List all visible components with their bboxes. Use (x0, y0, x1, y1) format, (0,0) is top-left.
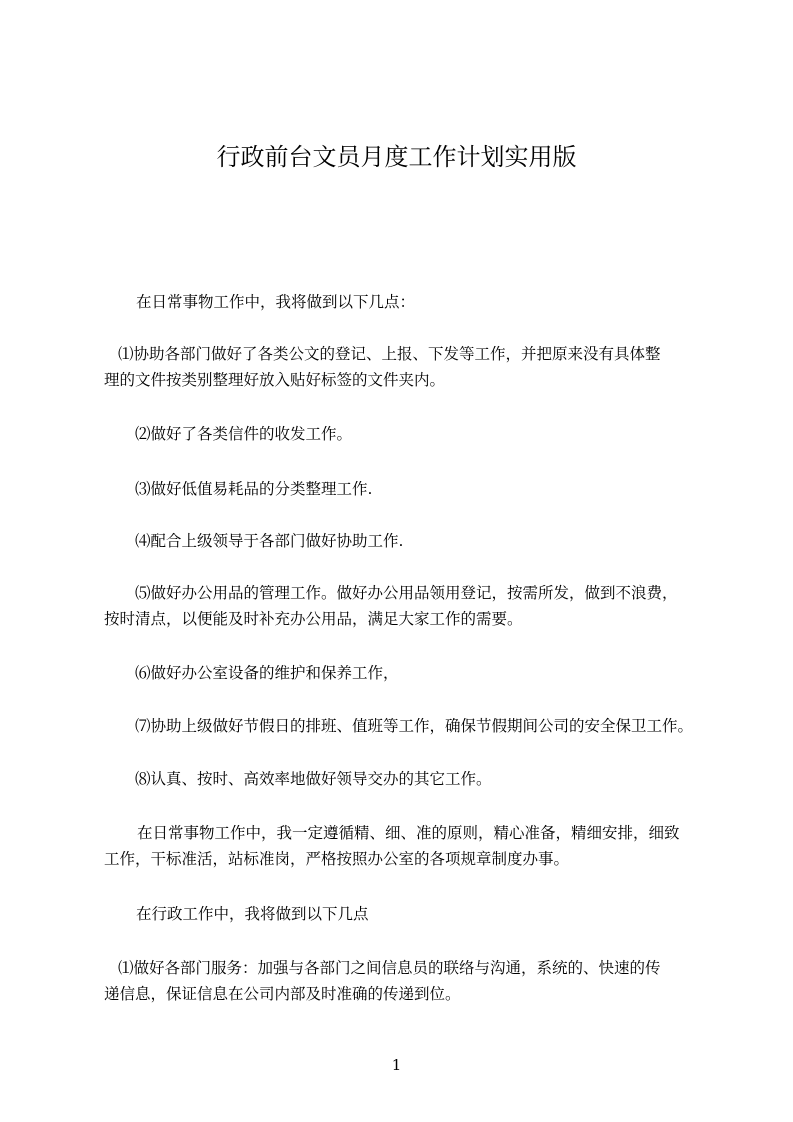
paragraph-line: 递信息，保证信息在公司内部及时准确的传递到位。 (104, 985, 461, 1003)
paragraph-line: ⑷配合上级领导于各部门做好协助工作. (135, 532, 404, 550)
paragraph-item-5 (104, 580, 716, 632)
paragraph-intro (136, 289, 748, 315)
paragraph-line: ⑴协助各部门做好了各类公文的登记、上报、下发等工作，并把原来没有具体整 (118, 345, 661, 363)
page-number: 1 (391, 1056, 402, 1074)
paragraph-summary (104, 820, 716, 872)
paragraph-line: 按时清点，以便能及时补充办公用品，满足大家工作的需要。 (104, 610, 523, 628)
paragraph-admin-intro (136, 901, 748, 927)
paragraph-item-2 (135, 421, 747, 447)
paragraph-line: ⑴做好各部门服务：加强与各部门之间信息员的联络与沟通，系统的、快速的传 (118, 959, 661, 977)
paragraph-line: 在行政工作中，我将做到以下几点 (136, 905, 369, 923)
paragraph-line: 工作，干标准活，站标准岗，严格按照办公室的各项规章制度办事。 (104, 850, 570, 868)
paragraph-line: ⑶做好低值易耗品的分类整理工作. (135, 480, 373, 498)
paragraph-line: ⑵做好了各类信件的收发工作。 (135, 425, 353, 443)
paragraph-item-1 (104, 341, 716, 393)
paragraph-line: ⑺协助上级做好节假日的排班、值班等工作，确保节假期间公司的安全保卫工作。 (135, 717, 694, 735)
paragraph-line: 在日常事物工作中，我将做到以下几点： (136, 293, 416, 311)
paragraph-line: ⑸做好办公用品的管理工作。做好办公用品领用登记，按需所发，做到不浪费， (135, 584, 678, 602)
paragraph-item-7 (135, 713, 747, 739)
page-title: 行政前台文员月度工作计划实用版 (216, 143, 577, 171)
paragraph-line: ⑹做好办公室设备的维护和保养工作， (135, 664, 399, 682)
paragraph-line: 理的文件按类别整理好放入贴好标签的文件夹内。 (104, 371, 446, 389)
paragraph-admin-item-1 (104, 955, 716, 1007)
paragraph-item-4 (135, 528, 747, 554)
paragraph-item-6 (135, 660, 747, 686)
paragraph-item-8 (135, 766, 747, 792)
paragraph-item-3 (135, 476, 747, 502)
paragraph-line: ⑻认真、按时、高效率地做好领导交办的其它工作。 (135, 770, 492, 788)
paragraph-line: 在日常事物工作中，我一定遵循精、细、准的原则，精心准备，精细安排，细致 (137, 824, 680, 842)
